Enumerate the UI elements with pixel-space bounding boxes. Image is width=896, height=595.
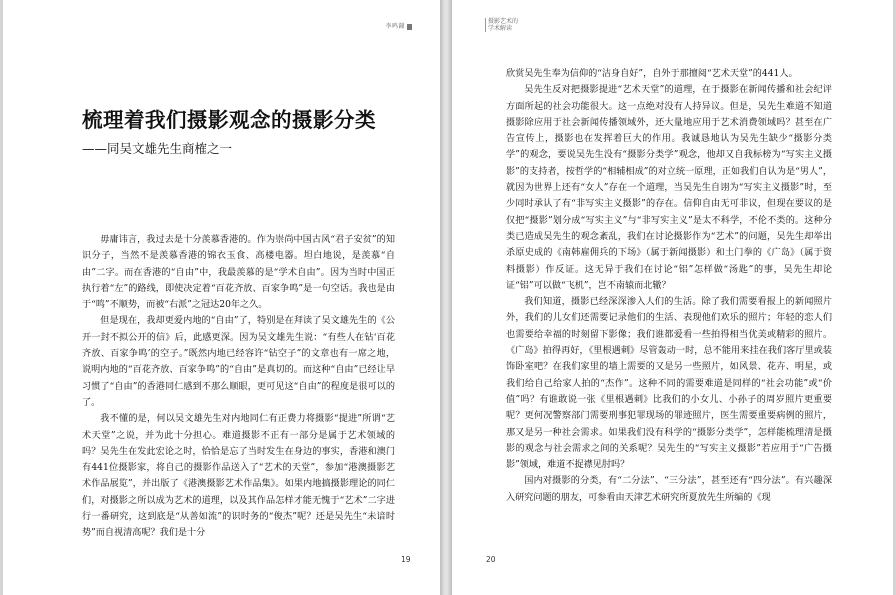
running-header-line: 摄影艺术的	[488, 18, 519, 25]
paragraph: 欣赏吴先生奉为信仰的“洁身自好”，自外于那擅阅“艺术天堂”的441人。	[506, 69, 798, 79]
running-header-line: 学术解读	[488, 25, 513, 32]
page-number-right: 20	[486, 555, 496, 564]
body-text-left	[82, 232, 395, 547]
paragraph: 但是现在，我却更爱内地的“自由”了，特别是在拜读了吴文雄先生的《公开一封不拟公开的信》后，此感更深。因为吴文雄先生说：“有些人在钻‘百花齐放、百家争鸣’的空子。”既然内地已经容许“钻空子”的文章也有一席之地，说明内地的“百花齐放、百家争鸣”的“自由”是真切的。而这种“自由”已经让早习惯了“自由”的香港同仁感到不那么顺眼，更可见这“自由”的程度是很可以的了。	[82, 316, 395, 408]
body-text-right	[506, 66, 832, 534]
running-header-right	[485, 18, 518, 32]
paragraph: 我不懂的是，何以吴文雄先生对内地同仁有正费力将摄影“提进”所谓“艺术天堂”之说，并为此十分担心。难道摄影不正有一部分是属于艺术领域的吗？吴先生在发此宏论之时，恰恰是忘了当时发生在身边的事实，香港和澳门有441位摄影家，将自己的摄影作品送入了“艺术的天堂”，参加“港澳摄影艺术作品展览”，并出版了《港澳摄影艺术作品集》。如果内地搞摄影理论的同仁们，对摄影之所以成为艺术的道理，以及其作品怎样才能无愧于“艺术”二字进行一番研究，这到底是“从善如流”的识时务的“俊杰”呢？还是吴先生“未谙时势”而自视清高呢？我们是十分	[82, 414, 395, 539]
right-page	[452, 0, 893, 595]
article-title: 梳理着我们摄影观念的摄影分类	[82, 108, 376, 132]
paragraph: 毋庸讳言，我过去是十分羡慕香港的。作为崇尚中国古风“君子安贫”的知识分子，当然不是羡慕香港的锦衣玉食、高楼电器。坦白地说，是羡慕“自由”二字。而在香港的“自由”中，我最羡慕的是“学术自由”。因为当时中国正执行着“左”的路线，即使决定着“百花齐放、百家争鸣”是一句空话。我也是由于“鸣”不顺势，而被“右派”之冠达20年之久。	[82, 235, 395, 311]
paragraph: 国内对摄影的分类，有“二分法”、“三分法”，甚至还有“四分法”。有兴趣深入研究问题的朋友，可参看由天津艺术研究所夏放先生所编的《现	[506, 476, 832, 503]
paragraph: 吴先生反对把摄影提进“艺术天堂”的道理，在于摄影在新闻传播和社会纪评方面所起的社会功能很大。这一点绝对没有人持异议。但是，吴先生难道不知道摄影除应用于社会新闻传播领域外，还大量地应用于艺术消费领域吗？甚至在广告宣传上，摄影也在发挥着巨大的作用。我诚恳地认为吴先生缺少“摄影分类学”的观念，要说吴先生没有“摄影分类学”观念，他却又自我标榜为“写实主义摄影”的支持者，按哲学的“相辅相成”的对立统一原理，正如我们自认为是“男人”，就因为世界上还有“女人”存在一个道理，当吴先生自诩为“写实主义摄影”时，至少同时承认了有“非写实主义摄影”的存在。信仰自由无可非议，但现在要议的是仅把“摄影”划分成“写实主义”与“非写实主义”是太不科学，不伦不类的。这种分类已造成吴先生的观念紊乱，我们在讨论摄影作为“艺术”的问题，吴先生却举出杀原史成的《南韩雇佣兵的下场》（属于新闻摄影）和土门拳的《广岛》（属于资料摄影）作反证。这无异于我们在讨论“铝”怎样做“汤匙”的事，吴先生却论证“铝”可以做“飞机”，岂不南辕而北辙？	[506, 85, 832, 291]
book-gutter	[440, 0, 452, 595]
article-subtitle: ——同吴文雄先生商榷之一	[82, 141, 233, 156]
running-header-left: 李鸣鐘	[385, 21, 412, 30]
page-number-left: 19	[401, 555, 411, 564]
header-mark-icon	[407, 24, 412, 30]
left-page	[3, 0, 440, 595]
paragraph: 我们知道，摄影已经深深渗入人们的生活。除了我们需要看报上的新闻照片外，我们的儿女们还需要记录他们的生活、表现他们欢乐的照片；年轻的恋人们也需要给幸福的时刻留下影像；我们谁都爱看一些拍得相当优美或精彩的照片。《广岛》拍得再好，《里根遇刺》尽管轰动一时，总不能用来挂在我们客厅里或装饰卧室吧？在我们家里的墙上需要的又是另一些照片，如风景、花卉、明星，或我们给自己给家人拍的“杰作”。这种不同的需要难道是同样的“社会功能”或“价值”吗？有谁敢说一张《里根遇刺》比我们的小女儿、小孙子的周岁照片更重要呢？更何况警察部门需要刑事犯罪现场的罪迹照片，医生需要重要病例的照片，那又是另一种社会需求。如果我们没有科学的“摄影分类学”，怎样能梳理清是摄影的观念与社会需求之间的关系呢？吴先生的“写实主义摄影”若应用于“广告摄影”领域，难道不捉襟见肘吗？	[506, 297, 832, 471]
